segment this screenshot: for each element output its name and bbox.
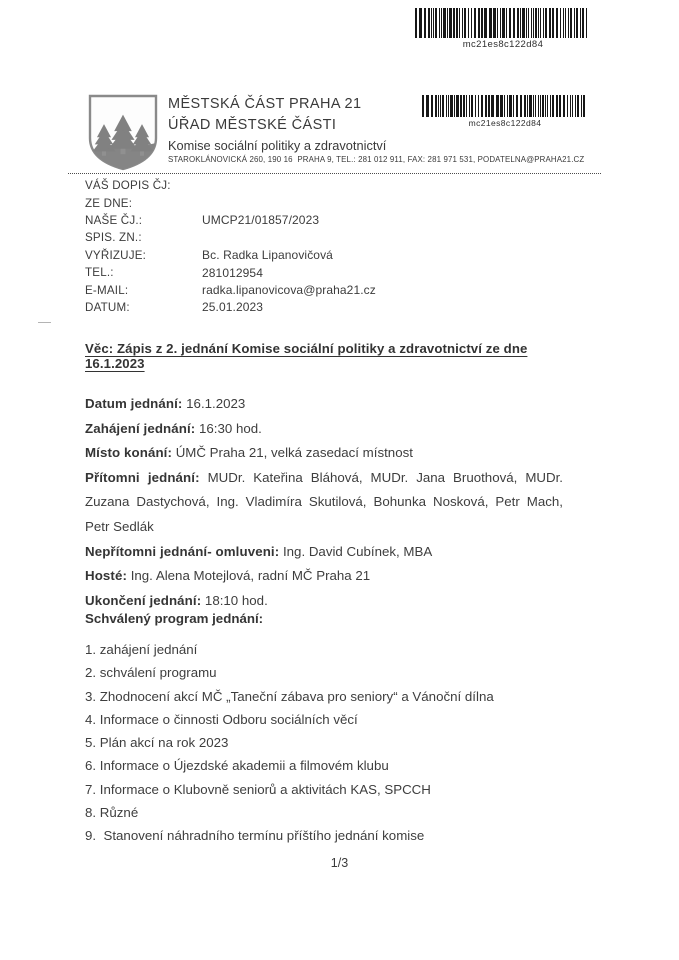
agenda-item: 5. Plán akcí na rok 2023: [85, 735, 229, 751]
detail-text: 16.1.2023: [186, 396, 246, 411]
meeting-detail-row: [85, 392, 563, 417]
agenda-section: [85, 607, 563, 848]
reference-block: [85, 177, 376, 316]
agenda-item: 3. Zhodnocení akcí MČ „Taneční zábava pro seniory“ a Vánoční dílna: [85, 688, 494, 704]
detail-label: Přítomni jednání:: [85, 469, 200, 485]
reference-label: ZE DNE:: [85, 196, 133, 210]
reference-row: [85, 194, 376, 211]
reference-row: [85, 299, 376, 316]
agenda-item: 8. Různé: [85, 805, 139, 821]
reference-row: [85, 247, 376, 264]
reference-label: SPIS. ZN.:: [85, 231, 142, 245]
detail-label: Datum jednání:: [85, 396, 183, 411]
meeting-details: [85, 392, 563, 613]
barcode-code: mc21es8c122d84: [462, 39, 544, 50]
praha21-coat-of-arms-icon: [87, 94, 159, 171]
reference-row: [85, 264, 376, 281]
reference-label: E-MAIL:: [85, 283, 129, 297]
meeting-detail-row: [85, 417, 563, 442]
detail-label: Zahájení jednání:: [85, 420, 196, 436]
reference-row: [85, 229, 376, 246]
dotted-separator: [68, 173, 601, 174]
detail-text: Ing. David Cubínek, MBA: [282, 543, 433, 559]
agenda-item: 4. Informace o činnosti Odboru sociálních věcí: [85, 711, 358, 727]
fold-mark: [38, 322, 51, 323]
address-line: STAROKLÁNOVICKÁ 260, 190 16 PRAHA 9, TEL.: 281 012 911, FAX: 281 971 531, PODATELNA@PRAHA21.CZ: [168, 155, 585, 164]
meeting-detail-row: [85, 540, 563, 565]
barcode-bars: [422, 95, 588, 117]
reference-row: [85, 281, 376, 298]
reference-value: 281012954: [202, 265, 263, 280]
org-name-line2: ÚŘAD MĚSTSKÉ ČÁSTI: [168, 117, 337, 133]
reference-label: TEL.:: [85, 266, 114, 280]
reference-row: [85, 212, 376, 229]
page-number: 1/3: [330, 856, 349, 870]
barcode-code: mc21es8c122d84: [468, 118, 542, 128]
detail-text: Ing. Alena Motejlová, radní MČ Praha 21: [130, 568, 371, 584]
agenda-item: 2. schválení programu: [85, 665, 217, 681]
org-name-line1: MĚSTSKÁ ČÁST PRAHA 21: [168, 96, 362, 112]
detail-text: MUDr. Kateřina Bláhová, MUDr. Jana Bruothová, MUDr. Zuzana Dastychová, Ing. Vladimíra Skutilová, Bohunka Nosková, Petr Mach, Petr Sedlák: [85, 469, 564, 534]
agenda-item: 7. Informace o Klubovně seniorů a aktivitách KAS, SPCCH: [85, 781, 431, 797]
agenda-heading: Schválený program jednání:: [85, 611, 264, 626]
department-name: Komise sociální politiky a zdravotnictví: [168, 138, 387, 153]
meeting-detail-row: [85, 564, 563, 589]
reference-row: [85, 177, 376, 194]
detail-text: ÚMČ Praha 21, velká zasedací místnost: [175, 445, 413, 461]
registration-barcode-top: [415, 8, 591, 50]
barcode-bars: [415, 8, 591, 38]
detail-label: Hosté:: [85, 568, 127, 584]
reference-value: Bc. Radka Lipanovičová: [202, 248, 333, 263]
detail-label: Nepřítomni jednání- omluveni:: [85, 543, 280, 559]
meeting-detail-row: [85, 466, 563, 540]
detail-text: 16:30 hod.: [199, 420, 262, 436]
meeting-detail-row: [85, 441, 563, 466]
agenda-item: 1. zahájení jednání: [85, 642, 198, 657]
subject-line: Věc: Zápis z 2. jednání Komise sociální politiky a zdravotnictví ze dne 16.1.2023: [85, 341, 528, 371]
detail-label: Ukončení jednání:: [85, 592, 202, 608]
agenda-list: [85, 638, 563, 848]
reference-label: NAŠE ČJ.:: [85, 213, 143, 227]
detail-text: 18:10 hod.: [204, 592, 268, 608]
reference-label: VYŘIZUJE:: [85, 248, 147, 262]
reference-value: UMCP21/01857/2023: [202, 213, 320, 228]
reference-label: DATUM:: [85, 300, 130, 314]
reference-label: VÁŠ DOPIS ČJ:: [85, 179, 171, 193]
registration-barcode-header: [422, 95, 588, 128]
reference-value: radka.lipanovicova@praha21.cz: [202, 283, 376, 298]
agenda-item: 6. Informace o Újezdské akademii a filmovém klubu: [85, 758, 389, 774]
reference-value: 25.01.2023: [202, 300, 264, 315]
agenda-item: 9. Stanovení náhradního termínu příštího jednání komise: [85, 828, 425, 844]
detail-label: Místo konání:: [85, 445, 172, 461]
